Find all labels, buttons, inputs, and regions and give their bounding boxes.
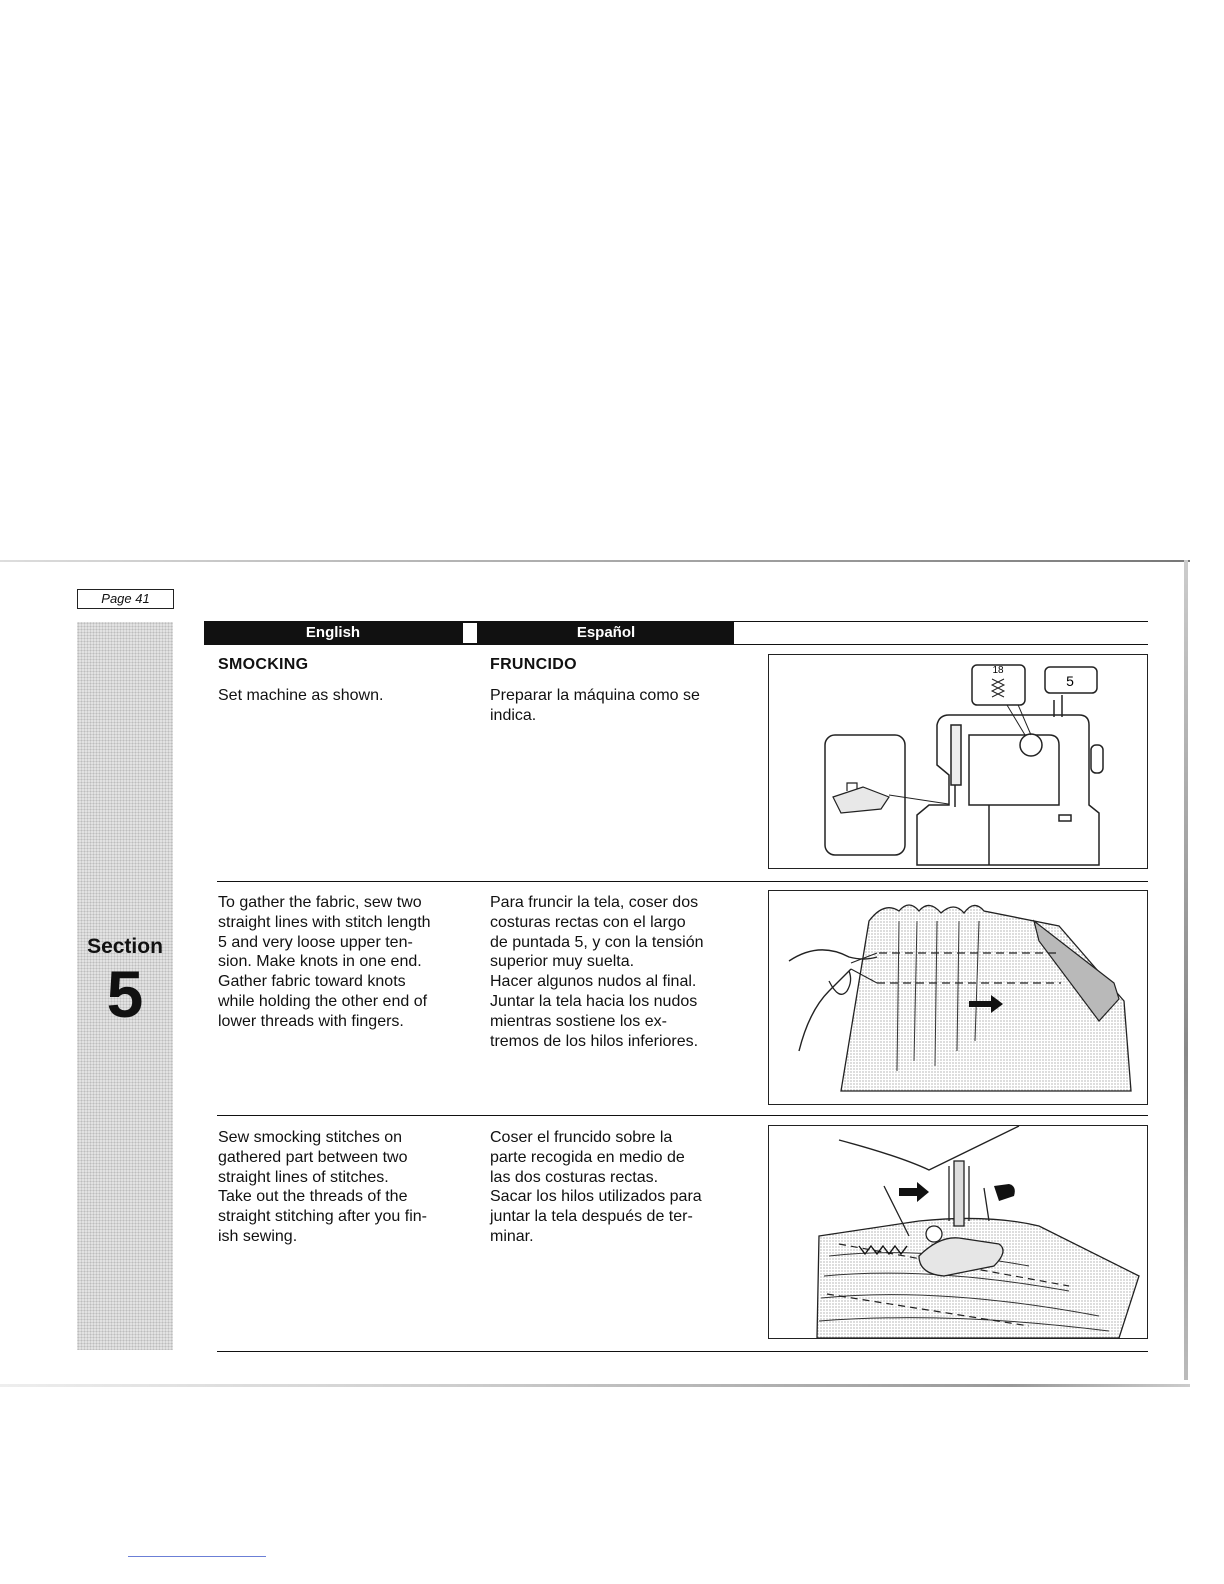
block-divider-2 [217, 1115, 1148, 1116]
sewing-machine-icon [917, 695, 1103, 865]
spanish-step-1-text: Preparar la máquina como se indica. [490, 687, 700, 724]
english-step-1-text: Set machine as shown. [218, 687, 384, 704]
block-divider-1 [217, 881, 1148, 882]
spanish-step-2-text: Para fruncir la tela, coser dos costuras rectas con el largo de puntada 5, y con la tensión superior muy suelta. Hacer algunos nudos al final. Juntar la tela hacia los nudos mientras sostiene los ex- tremos de los hilos inferiores. [490, 894, 704, 1050]
scan-speck-line [128, 1556, 266, 1557]
section-number: 5 [106, 957, 144, 1031]
scan-edge-top [0, 560, 1190, 562]
header-top-rule [204, 621, 1148, 622]
bottom-rule [217, 1351, 1148, 1352]
english-step-2-text: To gather the fabric, sew two straight lines with stitch length 5 and very loose upper ten- sion. Make knots in one end. Gather fabric toward knots while holding the other end of lower threads with fingers. [218, 894, 431, 1030]
column-header-english: English [204, 622, 462, 644]
spanish-step-3-text: Coser el fruncido sobre la parte recogida en medio de las dos costuras rectas. Sacar los hilos utilizados para juntar la tela después de ter- minar. [490, 1129, 702, 1245]
scan-edge-right [1184, 560, 1188, 1380]
figure-gathering-fabric [768, 890, 1148, 1105]
header-separator [462, 622, 478, 644]
dial-icon [1020, 734, 1042, 756]
english-heading: SMOCKING [218, 656, 309, 673]
english-step-3-text: Sew smocking stitches on gathered part between two straight lines of stitches. Take out the threads of the straight stitching after you fin- ish sewing. [218, 1129, 427, 1245]
section-label: Section [87, 935, 163, 958]
spanish-heading: FRUNCIDO [490, 656, 577, 673]
figure-machine-setup [768, 654, 1148, 869]
pattern-number: 18 [992, 665, 1004, 676]
figure-smocking-stitch [768, 1125, 1148, 1339]
stitch-length-value: 5 [1066, 673, 1074, 689]
column-header-spanish: Español [478, 622, 734, 644]
page-number: Page 41 [77, 589, 174, 609]
header-bottom-rule [204, 644, 1148, 645]
scan-edge-bottom [0, 1384, 1190, 1387]
